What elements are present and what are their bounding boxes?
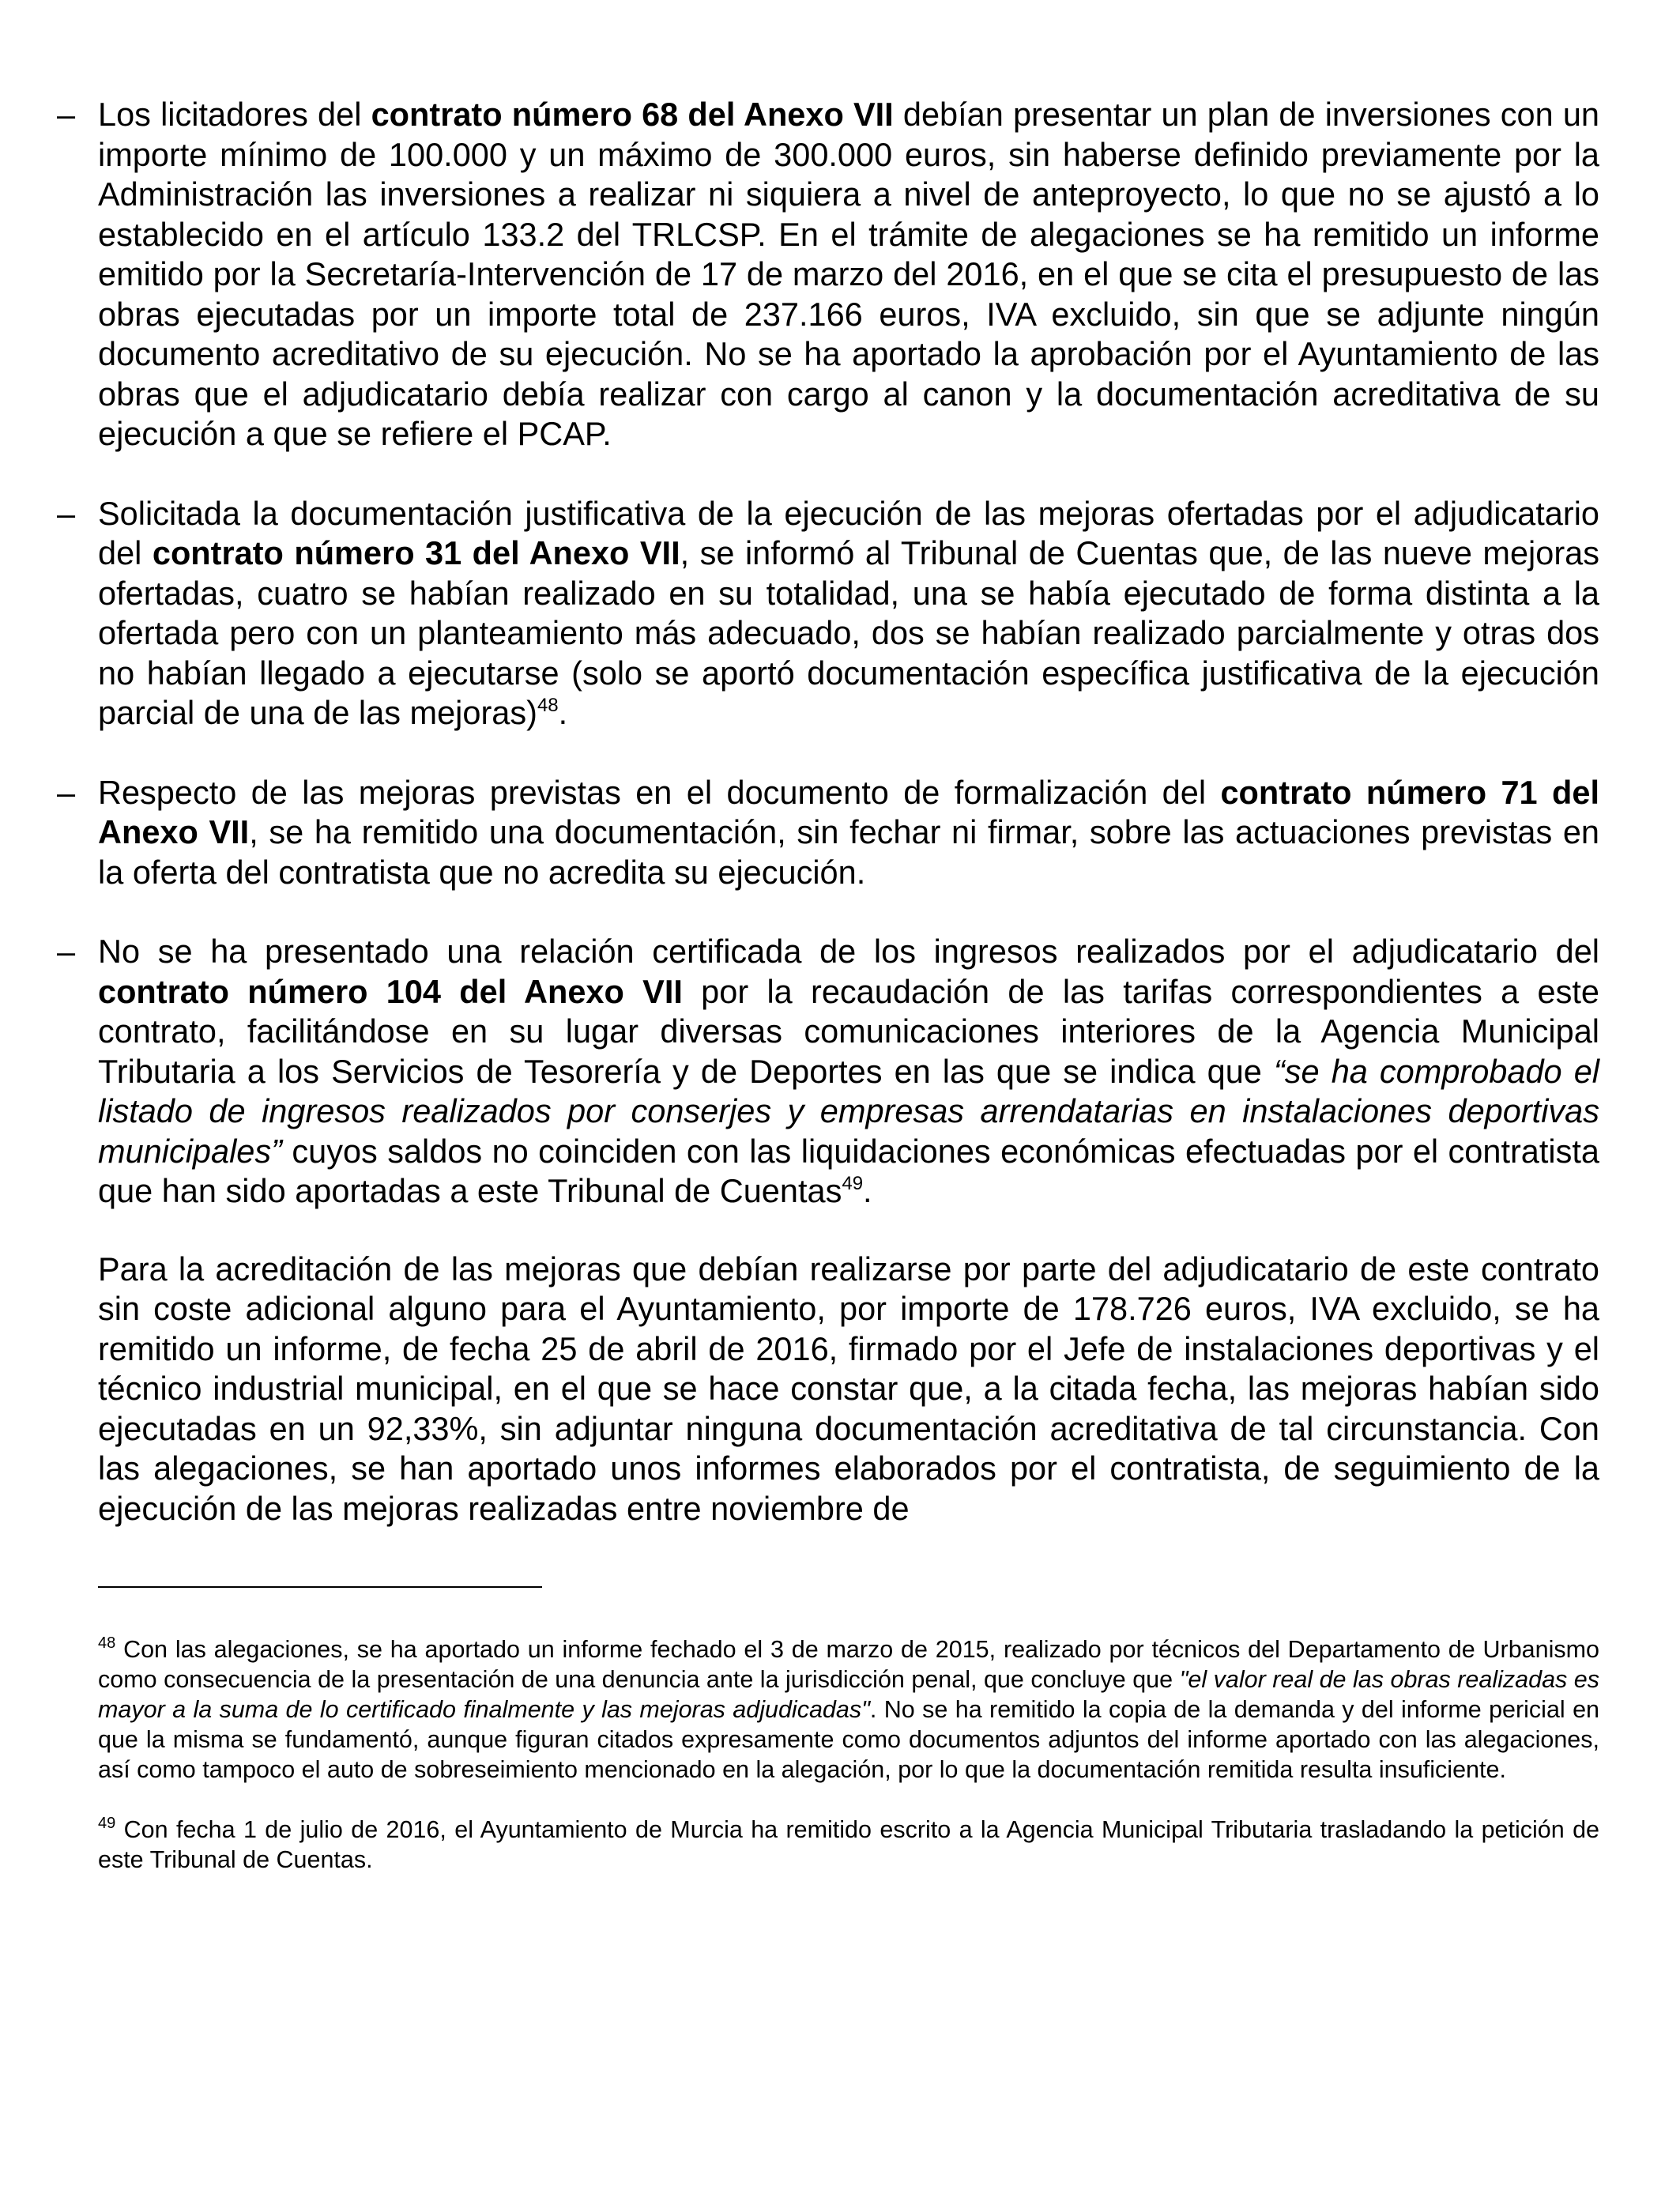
footnote-ref-49[interactable]: 49 <box>842 1173 864 1194</box>
dash-bullet: – <box>57 933 76 970</box>
footnote-separator <box>98 1586 542 1588</box>
footnote-quote: "el valor real de las obras realizadas es mayor a la suma de lo certificado finalmente y las mejoras adjudicadas" <box>98 1666 1599 1723</box>
bullet-text: , se ha remitido una documentación, sin fechar ni firmar, sobre las actuaciones previstas en la oferta del contratista que no acredita su ejecución. <box>98 813 1600 891</box>
bullet-bold-ref: contrato número 71 del Anexo VII <box>98 773 1599 850</box>
bullet-bold-ref: contrato número 68 del Anexo VII <box>371 96 894 133</box>
bullet-bold-ref: contrato número 104 del Anexo VII <box>98 972 683 1010</box>
bullet-quote: “se ha comprobado el listado de ingresos realizados por conserjes y empresas arrendatarias en instalaciones deportivas municipales” <box>98 1052 1599 1170</box>
bullet-text: Solicitada la documentación justificativa de la ejecución de las mejoras ofertadas por el adjudicatario del <box>98 494 1599 571</box>
main-text <box>57 95 1600 1529</box>
bullet-text: , se informó al Tribunal de Cuentas que, de las nueve mejoras ofertadas, cuatro se habían realizado en su totalidad, una se había ejecutado de forma distinta a la ofertada pero con un planteamiento más adecuado, dos se habían realizado parcialmente y otras dos no habían llegado a ejecutarse (solo se aportó documentación específica justificativa de la ejecución parcial de una de las mejoras) <box>98 534 1599 731</box>
bullet-item-contrato-71 <box>57 773 1600 893</box>
bullet-item-contrato-104 <box>57 932 1599 1212</box>
bullet-text: Respecto de las mejoras previstas en el documento de formalización del <box>98 773 1221 811</box>
bullet-end: . <box>558 694 568 731</box>
bullet-text: cuyos saldos no coinciden con las liquidaciones económicas efectuadas por el contratista que han sido aportadas a este Tribunal de Cuentas <box>98 1132 1599 1209</box>
bullet-item-contrato-68 <box>57 95 1599 454</box>
dash-bullet: – <box>57 773 76 811</box>
footnote-48 <box>98 1634 1599 1785</box>
dash-bullet: – <box>57 494 76 532</box>
footnote-ref-48[interactable]: 48 <box>537 695 559 716</box>
bullet-text: No se ha presentado una relación certificada de los ingresos realizados por el adjudicatario del <box>98 933 1599 970</box>
bullet-text: por la recaudación de las tarifas correspondientes a este contrato, facilitándose en su lugar diversas comunicaciones interiores de la Agencia Municipal Tributaria a los Servicios de Tesorería y de Deportes en las que se indica que <box>98 972 1599 1090</box>
footnote-49 <box>98 1815 1599 1875</box>
bullet-end: . <box>863 1172 872 1209</box>
footnote-text: . No se ha remitido la copia de la demanda y del informe pericial en que la misma se fundamentó, aunque figuran citados expresamente como documentos adjuntos del informe aportado con las alegaciones, así como tampoco el auto de sobreseimiento mencionado en la alegación, por lo que la documentación remitida resulta insuficiente. <box>98 1696 1599 1783</box>
bullet-bold-ref: contrato número 31 del Anexo VII <box>152 534 680 571</box>
footnotes <box>98 1634 1599 1905</box>
dash-bullet: – <box>57 96 76 133</box>
footnote-text: Con las alegaciones, se ha aportado un informe fechado el 3 de marzo de 2015, realizado por técnicos del Departamento de Urbanismo como consecuencia de la presentación de una denuncia ante la jurisdicción penal, que concluye que <box>98 1636 1599 1693</box>
footnote-number: 48 <box>98 1634 116 1652</box>
bullet-item-contrato-31 <box>57 494 1599 733</box>
body-paragraph: Para la acreditación de las mejoras que debían realizarse por parte del adjudicatario de este contrato sin coste adicional alguno para el Ayuntamiento, por importe de 178.726 euros, IVA excluido, se ha remitido un informe, de fecha 25 de abril de 2016, firmado por el Jefe de instalaciones deportivas y el técnico industrial municipal, en el que se hace constar que, a la citada fecha, las mejoras habían sido ejecutadas en un 92,33%, sin adjuntar ninguna documentación acreditativa de tal circunstancia. Con las alegaciones, se han aportado unos informes elaborados por el contratista, de seguimiento de la ejecución de las mejoras realizadas entre noviembre de <box>98 1250 1599 1527</box>
bullet-text: Los licitadores del <box>98 96 371 133</box>
footnote-text: Con fecha 1 de julio de 2016, el Ayuntamiento de Murcia ha remitido escrito a la Agencia Municipal Tributaria trasladando la petición de este Tribunal de Cuentas. <box>98 1816 1599 1873</box>
bullet-text: debían presentar un plan de inversiones con un importe mínimo de 100.000 y un máximo de 300.000 euros, sin haberse definido previamente por la Administración las inversiones a realizar ni siquiera a nivel de anteproyecto, lo que no se ajustó a lo establecido en el artículo 133.2 del TRLCSP. En el trámite de alegaciones se ha remitido un informe emitido por la Secretaría-Intervención de 17 de marzo del 2016, en el que se cita el presupuesto de las obras ejecutadas por un importe total de 237.166 euros, IVA excluido, sin que se adjunte ningún documento acreditativo de su ejecución. No se ha aportado la aprobación por el Ayuntamiento de las obras que el adjudicatario debía realizar con cargo al canon y la documentación acreditativa de su ejecución a que se refiere el PCAP. <box>98 96 1599 452</box>
footnote-number: 49 <box>98 1815 116 1832</box>
